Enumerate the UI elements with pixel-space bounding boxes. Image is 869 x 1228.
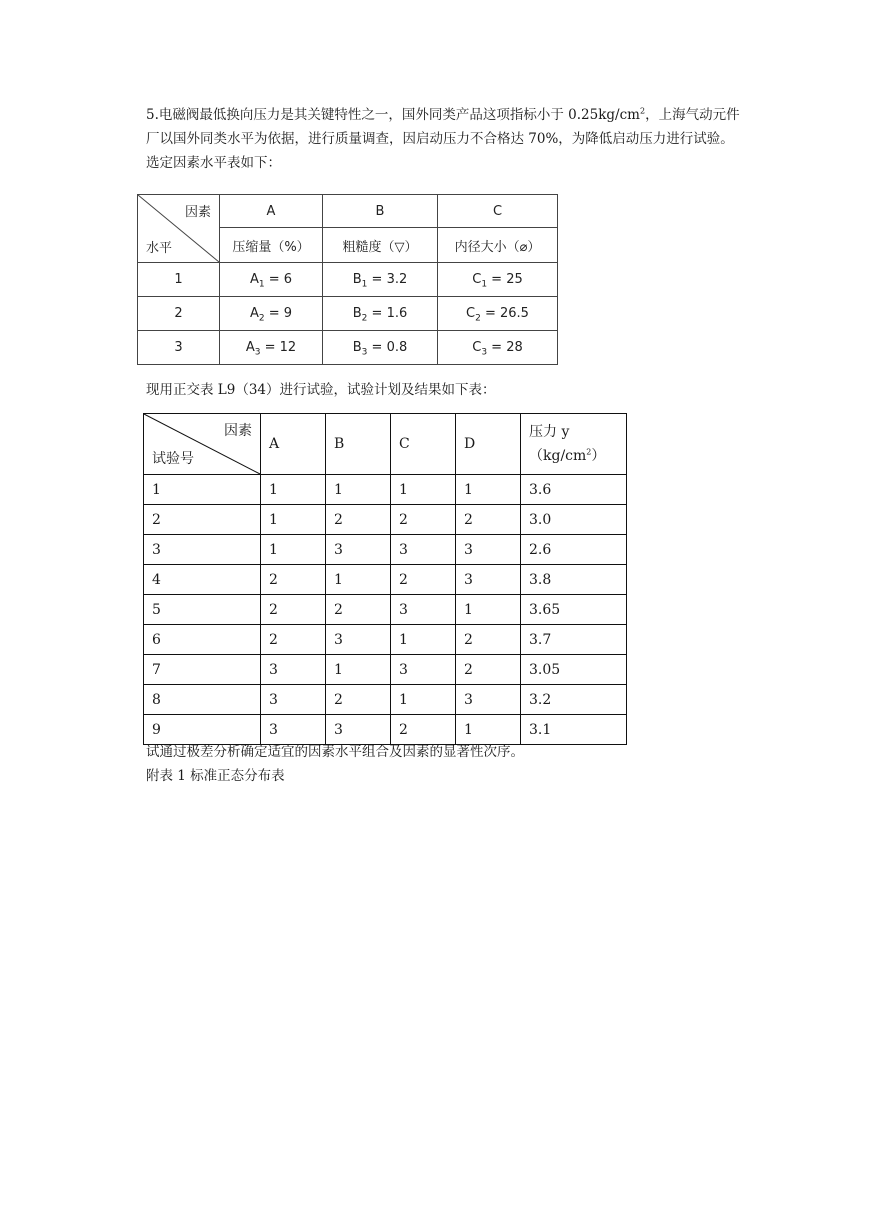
pressure-value-cell: 3.2: [521, 685, 627, 715]
trial-number-cell: 7: [144, 655, 261, 685]
corner-label-factor: 因素: [184, 205, 211, 220]
column-header-a: A: [261, 414, 326, 475]
level-cell: 3: [326, 715, 391, 745]
level-value-a3: $A_3 = 12$: [220, 331, 323, 365]
level-cell: 2: [261, 565, 326, 595]
problem-statement: [146, 103, 746, 175]
level-cell: 3: [261, 685, 326, 715]
trial-number-cell: 9: [144, 715, 261, 745]
pressure-value-cell: 3.7: [521, 625, 627, 655]
level-cell: 1: [456, 715, 521, 745]
pressure-value-cell: 3.05: [521, 655, 627, 685]
level-cell: 3: [456, 685, 521, 715]
level-cell: 1: [261, 505, 326, 535]
problem-number: 5.: [146, 107, 159, 123]
table-row: [144, 535, 627, 565]
corner-label-level: 水平: [146, 241, 173, 256]
level-cell: 3: [391, 535, 456, 565]
level-number: 2: [138, 297, 220, 331]
level-cell: 1: [261, 535, 326, 565]
table-row: [144, 655, 627, 685]
question-text: 试通过极差分析确定适宜的因素水平组合及因素的显著性次序。: [146, 744, 524, 760]
level-cell: 2: [456, 655, 521, 685]
orthogonal-array-table: [143, 413, 627, 745]
appendix-caption: 附表 1 标准正态分布表: [146, 768, 285, 784]
level-number: 1: [138, 263, 220, 297]
level-value-b2: $B_2 = 1.6$: [323, 297, 438, 331]
factor-name-a: 压缩量（%）: [220, 228, 323, 263]
problem-text-part1: 电磁阀最低换向压力是其关键特性之一，国外同类产品这项指标小于 0.25kg/cm: [158, 107, 640, 123]
level-value-b1: $B_1 = 3.2$: [323, 263, 438, 297]
plan-intro-text: 现用正交表 L9（34）进行试验，试验计划及结果如下表：: [146, 382, 496, 398]
level-cell: 2: [391, 505, 456, 535]
level-value-b3: $B_3 = 0.8$: [323, 331, 438, 365]
trial-number-cell: 8: [144, 685, 261, 715]
level-cell: 3: [391, 655, 456, 685]
level-cell: 3: [326, 535, 391, 565]
trial-number-cell: 2: [144, 505, 261, 535]
level-cell: 1: [456, 475, 521, 505]
level-cell: 2: [261, 625, 326, 655]
table-row: [144, 685, 627, 715]
column-header-pressure: 压力 y $(kg/cm^2)$: [521, 414, 627, 475]
level-cell: 1: [391, 685, 456, 715]
factor-name-b: 粗糙度（▽）: [323, 228, 438, 263]
level-cell: 3: [326, 625, 391, 655]
level-value-a1: $A_1 = 6$: [220, 263, 323, 297]
factor-level-corner-cell: [138, 195, 220, 263]
pressure-value-cell: 3.1: [521, 715, 627, 745]
column-header-c: C: [391, 414, 456, 475]
level-cell: 2: [391, 715, 456, 745]
column-header-b: B: [326, 414, 391, 475]
trial-number-cell: 1: [144, 475, 261, 505]
pressure-value-cell: 3.6: [521, 475, 627, 505]
level-cell: 2: [261, 595, 326, 625]
level-cell: 3: [261, 655, 326, 685]
factor-code-c: C: [438, 195, 558, 228]
level-cell: 1: [391, 625, 456, 655]
level-cell: 2: [456, 625, 521, 655]
trial-number-cell: 6: [144, 625, 261, 655]
level-cell: 1: [456, 595, 521, 625]
corner-label-trial: 试验号: [152, 451, 194, 467]
level-cell: 3: [456, 565, 521, 595]
factor-code-a: A: [220, 195, 323, 228]
level-cell: 3: [391, 595, 456, 625]
table-row: [144, 475, 627, 505]
table-row: [144, 595, 627, 625]
level-cell: 2: [326, 595, 391, 625]
level-cell: 1: [326, 475, 391, 505]
pressure-value-cell: 3.8: [521, 565, 627, 595]
table-row: [144, 565, 627, 595]
trial-number-cell: 3: [144, 535, 261, 565]
level-cell: 2: [326, 505, 391, 535]
level-number: 3: [138, 331, 220, 365]
level-value-a2: $A_2 = 9$: [220, 297, 323, 331]
level-value-c1: $C_1 = 25$: [438, 263, 558, 297]
level-cell: 1: [391, 475, 456, 505]
table-row: [144, 625, 627, 655]
unit-superscript: 2: [639, 106, 646, 116]
corner-label-factor: 因素: [224, 423, 252, 439]
level-cell: 2: [456, 505, 521, 535]
trial-corner-cell: [144, 414, 261, 475]
level-value-c3: $C_3 = 28$: [438, 331, 558, 365]
level-value-c2: $C_2 = 26.5$: [438, 297, 558, 331]
trial-number-cell: 5: [144, 595, 261, 625]
level-cell: 2: [326, 685, 391, 715]
table-row: [144, 505, 627, 535]
level-cell: 3: [261, 715, 326, 745]
level-cell: 1: [326, 565, 391, 595]
factor-code-b: B: [323, 195, 438, 228]
level-cell: 1: [326, 655, 391, 685]
trial-number-cell: 4: [144, 565, 261, 595]
level-cell: 3: [456, 535, 521, 565]
problem-text-part2: ，上海气动元件厂以国外同类水平为依据，进行质量调查，因启动压力不合格达 70%，为降低启动压力进行试验。选定因素水平表如下：: [146, 107, 740, 171]
pressure-value-cell: 3.0: [521, 505, 627, 535]
level-cell: 2: [391, 565, 456, 595]
level-cell: 1: [261, 475, 326, 505]
factor-name-c: 内径大小（⌀）: [438, 228, 558, 263]
pressure-value-cell: 2.6: [521, 535, 627, 565]
column-header-d: D: [456, 414, 521, 475]
pressure-value-cell: 3.65: [521, 595, 627, 625]
factor-level-table: [137, 194, 558, 365]
